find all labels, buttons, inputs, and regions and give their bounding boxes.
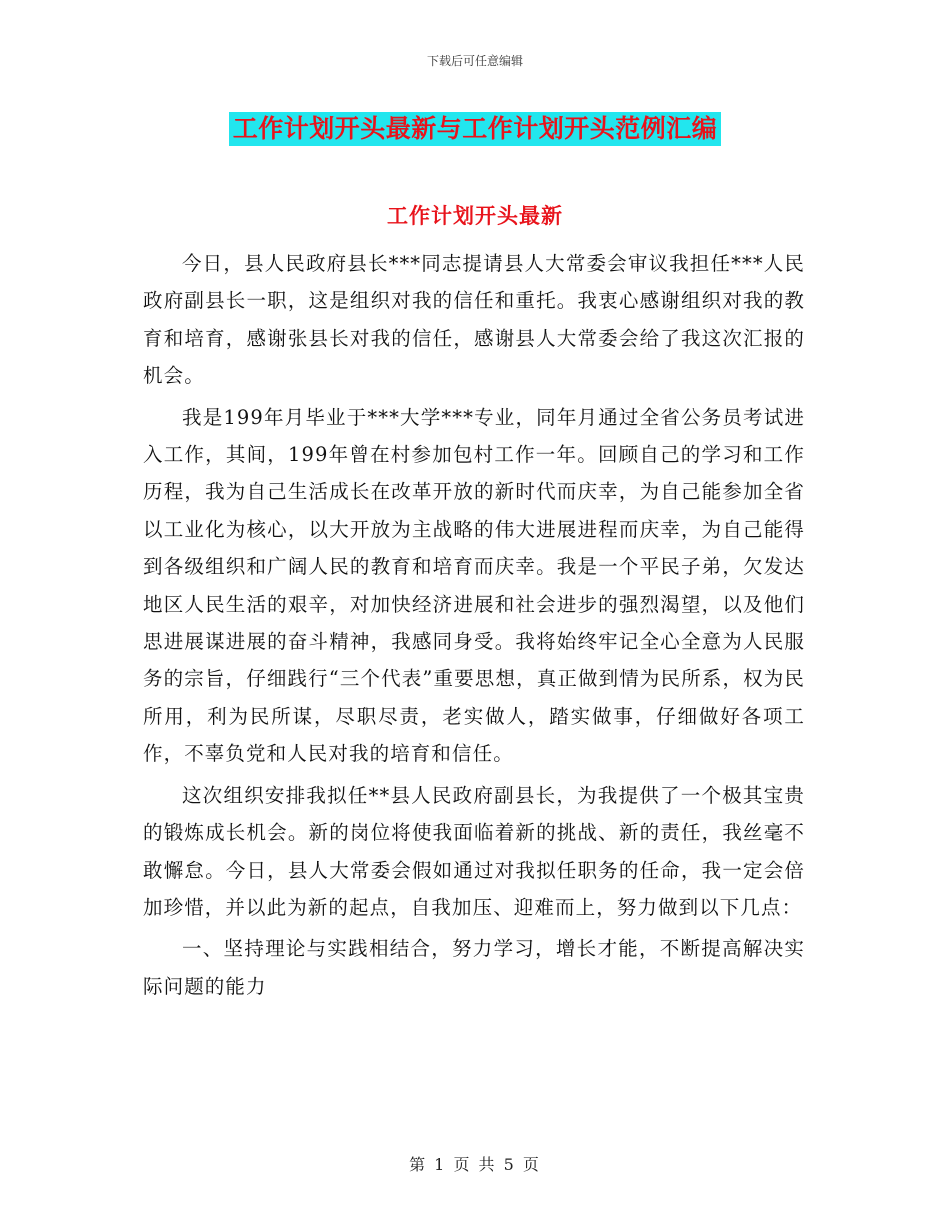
paragraph-3: 这次组织安排我拟任**县人民政府副县长，为我提供了一个极其宝贵的锻炼成长机会。新的岗位将使我面临着新的挑战、新的责任，我丝毫不敢懈怠。今日，县人大常委会假如通过对我拟任职务的任命，我一定会倍加珍惜，并以此为新的起点，自我加压、迎难而上，努力做到以下几点： — [143, 783, 805, 919]
paragraph-1: 今日，县人民政府县长***同志提请县人大常委会审议我担任***人民政府副县长一职，这是组织对我的信任和重托。我衷心感谢组织对我的教育和培育，感谢张县长对我的信任，感谢县人大常委会给了我这次汇报的机会。 — [143, 252, 805, 388]
page-number-footer: 第 1 页 共 5 页 — [409, 1155, 541, 1174]
paragraph-4: 一、坚持理论与实践相结合，努力学习，增长才能，不断提高解决实际问题的能力 — [143, 937, 805, 998]
section-title: 工作计划开头最新 — [387, 204, 563, 228]
header-note: 下载后可任意编辑 — [426, 54, 523, 68]
main-title: 工作计划开头最新与工作计划开头范例汇编 — [229, 112, 722, 146]
main-title-container — [0, 112, 950, 146]
body-content — [143, 245, 805, 1005]
paragraph-2: 我是199年月毕业于***大学***专业，同年月通过全省公务员考试进入工作，其间，199年曾在村参加包村工作一年。回顾自己的学习和工作历程，我为自己生活成长在改革开放的新时代而庆幸，为自己能参加全省以工业化为核心，以大开放为主战略的伟大进展进程而庆幸，为自己能得到各级组织和广阔人民的教育和培育而庆幸。我是一个平民子弟，欠发达地区人民生活的艰辛，对加快经济进展和社会进步的强烈渴望，以及他们思进展谋进展的奋斗精神，我感同身受。我将始终牢记全心全意为人民服务的宗旨，仔细践行“三个代表”重要思想，真正做到情为民所系，权为民所用，利为民所谋，尽职尽责，老实做人，踏实做事，仔细做好各项工作，不辜负党和人民对我的培育和信任。 — [143, 405, 805, 766]
